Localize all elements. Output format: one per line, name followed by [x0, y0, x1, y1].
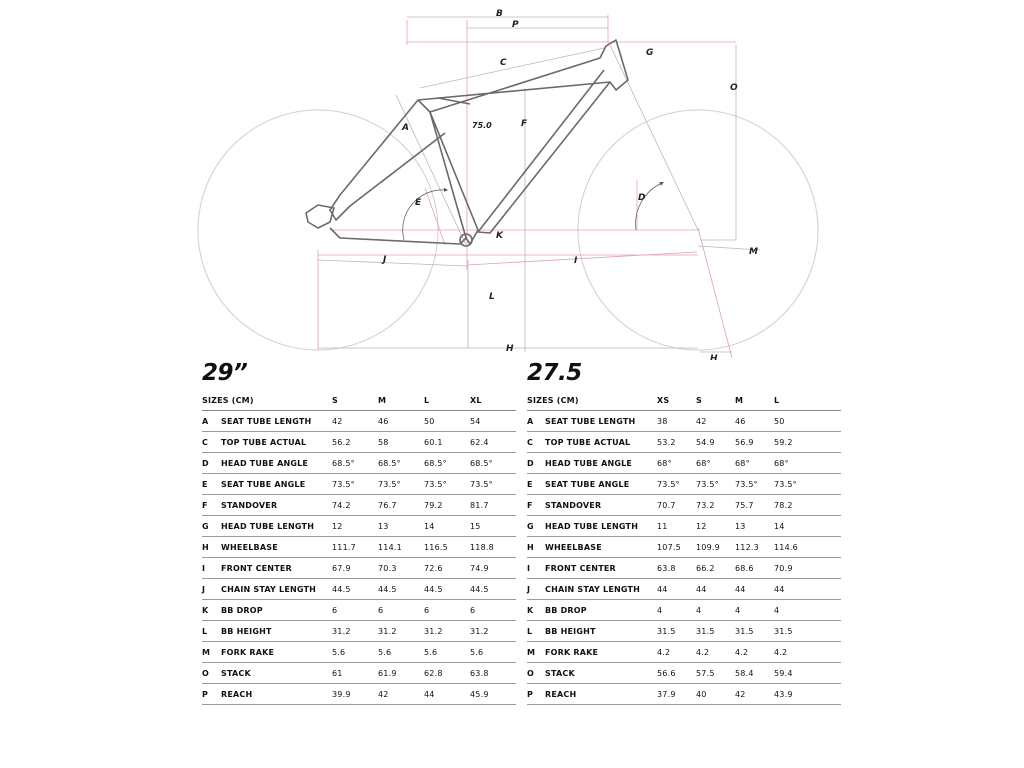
row-value: 114.1	[378, 542, 402, 552]
row-value: 68°	[774, 458, 789, 468]
row-value: 63.8	[657, 563, 676, 573]
row-letter: K	[202, 605, 209, 615]
row-value: 31.5	[774, 626, 793, 636]
row-value: 44	[774, 584, 785, 594]
row-letter: D	[202, 458, 209, 468]
row-measurement-name: BB DROP	[545, 605, 587, 615]
row-letter: D	[527, 458, 534, 468]
row-value: 68.5°	[424, 458, 447, 468]
row-value: 73.5°	[657, 479, 680, 489]
row-value: 6	[332, 605, 338, 615]
label-m: M	[749, 247, 758, 257]
row-value: 31.2	[470, 626, 489, 636]
row-value: 72.6	[424, 563, 443, 573]
row-value: 111.7	[332, 542, 356, 552]
row-measurement-name: BB DROP	[221, 605, 263, 615]
row-value: 58	[378, 437, 389, 447]
geometry-table-27-5	[527, 358, 841, 705]
label-l: L	[489, 292, 495, 302]
table-title: 27.5	[527, 360, 582, 386]
row-value: 68°	[735, 458, 750, 468]
size-col-4: XL	[470, 395, 482, 405]
row-value: 56.2	[332, 437, 351, 447]
row-value: 60.1	[424, 437, 443, 447]
row-value: 31.5	[735, 626, 754, 636]
row-value: 6	[470, 605, 476, 615]
row-measurement-name: CHAIN STAY LENGTH	[545, 584, 641, 594]
table-row	[202, 474, 516, 495]
row-value: 44	[657, 584, 668, 594]
row-letter: P	[527, 689, 534, 699]
row-value: 68°	[696, 458, 711, 468]
row-value: 59.4	[774, 668, 793, 678]
row-value: 53.2	[657, 437, 676, 447]
row-letter: L	[202, 626, 208, 636]
row-value: 73.5°	[424, 479, 447, 489]
table-row	[202, 684, 516, 705]
table-row	[202, 537, 516, 558]
row-measurement-name: TOP TUBE ACTUAL	[545, 437, 631, 447]
row-measurement-name: SEAT TUBE LENGTH	[545, 416, 636, 426]
row-value: 6	[424, 605, 430, 615]
table-row	[527, 537, 841, 558]
row-value: 4	[657, 605, 663, 615]
row-value: 12	[332, 521, 343, 531]
row-value: 38	[657, 416, 668, 426]
row-value: 14	[424, 521, 435, 531]
table-row	[202, 663, 516, 684]
row-measurement-name: HEAD TUBE ANGLE	[221, 458, 309, 468]
row-letter: M	[527, 647, 536, 657]
row-value: 68.6	[735, 563, 754, 573]
row-value: 73.5°	[378, 479, 401, 489]
row-measurement-name: STACK	[221, 668, 251, 678]
row-value: 107.5	[657, 542, 681, 552]
row-value: 44.5	[424, 584, 443, 594]
row-value: 44.5	[470, 584, 489, 594]
row-value: 73.5°	[735, 479, 758, 489]
row-value: 42	[735, 689, 746, 699]
row-measurement-name: SEAT TUBE ANGLE	[221, 479, 306, 489]
row-value: 4.2	[696, 647, 710, 657]
row-value: 4.2	[657, 647, 671, 657]
row-value: 31.2	[424, 626, 443, 636]
label-f: F	[521, 119, 528, 129]
row-value: 116.5	[424, 542, 448, 552]
row-value: 44	[735, 584, 746, 594]
label-h: H	[506, 344, 514, 354]
table-row	[527, 579, 841, 600]
row-measurement-name: BB HEIGHT	[221, 626, 272, 636]
row-value: 73.5°	[332, 479, 355, 489]
size-col-1: XS	[657, 395, 670, 405]
row-value: 46	[378, 416, 389, 426]
table-row	[527, 453, 841, 474]
row-value: 56.9	[735, 437, 754, 447]
size-col-1: S	[332, 395, 338, 405]
row-letter: P	[202, 689, 209, 699]
table-title: 29”	[202, 360, 248, 386]
row-value: 112.3	[735, 542, 759, 552]
row-value: 63.8	[470, 668, 489, 678]
row-measurement-name: STANDOVER	[545, 500, 602, 510]
row-value: 4.2	[735, 647, 749, 657]
row-measurement-name: HEAD TUBE ANGLE	[545, 458, 633, 468]
row-value: 62.8	[424, 668, 443, 678]
row-value: 5.6	[470, 647, 484, 657]
row-letter: G	[202, 521, 209, 531]
table-row	[202, 642, 516, 663]
label-o: O	[730, 83, 738, 93]
row-measurement-name: SEAT TUBE ANGLE	[545, 479, 630, 489]
table-row	[527, 432, 841, 453]
row-measurement-name: REACH	[221, 689, 253, 699]
row-value: 58.4	[735, 668, 754, 678]
row-value: 37.9	[657, 689, 676, 699]
row-value: 68.5°	[378, 458, 401, 468]
row-letter: C	[527, 437, 534, 447]
row-letter: G	[527, 521, 534, 531]
row-value: 54.9	[696, 437, 715, 447]
row-value: 31.2	[378, 626, 397, 636]
row-value: 14	[774, 521, 785, 531]
row-value: 42	[378, 689, 389, 699]
row-value: 13	[735, 521, 746, 531]
row-value: 5.6	[424, 647, 438, 657]
row-letter: I	[527, 563, 531, 573]
row-value: 68.5°	[332, 458, 355, 468]
row-measurement-name: FRONT CENTER	[545, 563, 616, 573]
row-measurement-name: SEAT TUBE LENGTH	[221, 416, 312, 426]
row-measurement-name: HEAD TUBE LENGTH	[545, 521, 639, 531]
row-value: 15	[470, 521, 481, 531]
row-value: 31.2	[332, 626, 351, 636]
row-value: 46	[735, 416, 746, 426]
table-row	[202, 600, 516, 621]
row-letter: E	[202, 479, 208, 489]
row-value: 5.6	[378, 647, 392, 657]
table-row	[202, 432, 516, 453]
row-measurement-name: STANDOVER	[221, 500, 278, 510]
row-value: 73.5°	[470, 479, 493, 489]
row-value: 59.2	[774, 437, 793, 447]
row-letter: E	[527, 479, 533, 489]
row-value: 6	[378, 605, 384, 615]
row-value: 57.5	[696, 668, 715, 678]
row-letter: A	[202, 416, 209, 426]
label-seat-angle: 75.0	[472, 121, 492, 130]
bike-geometry-diagram	[0, 0, 1024, 360]
label-b: B	[496, 9, 503, 19]
row-value: 45.9	[470, 689, 489, 699]
row-value: 44	[424, 689, 435, 699]
row-value: 39.9	[332, 689, 351, 699]
table-row	[202, 579, 516, 600]
size-col-4: L	[774, 395, 780, 405]
row-value: 67.9	[332, 563, 351, 573]
label-h-rake: H	[710, 354, 718, 360]
row-value: 109.9	[696, 542, 720, 552]
table-row	[202, 621, 516, 642]
row-value: 31.5	[696, 626, 715, 636]
row-letter: H	[202, 542, 209, 552]
row-letter: O	[202, 668, 210, 678]
row-value: 78.2	[774, 500, 793, 510]
table-row	[527, 684, 841, 705]
table-body	[527, 411, 841, 705]
row-value: 62.4	[470, 437, 489, 447]
table-row	[202, 558, 516, 579]
row-letter: F	[202, 500, 208, 510]
row-letter: C	[202, 437, 209, 447]
row-value: 31.5	[657, 626, 676, 636]
table-row	[527, 600, 841, 621]
row-value: 44.5	[378, 584, 397, 594]
table-row	[527, 474, 841, 495]
label-c: C	[500, 58, 507, 68]
table-header-row	[202, 390, 516, 411]
row-value: 68.5°	[470, 458, 493, 468]
row-value: 70.9	[774, 563, 793, 573]
row-measurement-name: WHEELBASE	[221, 542, 278, 552]
geometry-table-29	[202, 358, 516, 705]
row-value: 81.7	[470, 500, 489, 510]
construction-lines	[318, 17, 760, 352]
table-row	[527, 621, 841, 642]
table-row	[527, 516, 841, 537]
row-value: 44.5	[332, 584, 351, 594]
row-letter: K	[527, 605, 534, 615]
row-value: 11	[657, 521, 668, 531]
label-e: E	[415, 198, 422, 208]
row-value: 5.6	[332, 647, 346, 657]
row-letter: L	[527, 626, 533, 636]
row-value: 118.8	[470, 542, 494, 552]
size-col-2: M	[378, 395, 387, 405]
table-row	[527, 411, 841, 432]
row-value: 4.2	[774, 647, 788, 657]
row-measurement-name: FORK RAKE	[221, 647, 275, 657]
row-value: 50	[774, 416, 785, 426]
table-row	[202, 495, 516, 516]
row-value: 44	[696, 584, 707, 594]
size-col-3: L	[424, 395, 430, 405]
row-value: 42	[696, 416, 707, 426]
table-row	[202, 453, 516, 474]
sizes-label: SIZES (CM)	[527, 395, 579, 405]
label-a: A	[402, 123, 409, 133]
row-letter: I	[202, 563, 206, 573]
table-body	[202, 411, 516, 705]
row-value: 114.6	[774, 542, 798, 552]
row-value: 70.3	[378, 563, 397, 573]
row-value: 75.7	[735, 500, 754, 510]
row-letter: H	[527, 542, 534, 552]
row-value: 68°	[657, 458, 672, 468]
row-measurement-name: CHAIN STAY LENGTH	[221, 584, 317, 594]
table-row	[527, 495, 841, 516]
row-measurement-name: FRONT CENTER	[221, 563, 292, 573]
label-k: K	[496, 231, 503, 241]
row-measurement-name: REACH	[545, 689, 577, 699]
row-letter: J	[202, 584, 206, 594]
table-row	[527, 558, 841, 579]
row-letter: O	[527, 668, 535, 678]
row-value: 43.9	[774, 689, 793, 699]
label-g: G	[646, 48, 654, 58]
row-value: 74.9	[470, 563, 489, 573]
row-value: 61.9	[378, 668, 397, 678]
seat-angle-arc	[403, 190, 446, 240]
table-row	[202, 411, 516, 432]
label-i: I	[574, 256, 578, 266]
row-value: 73.5°	[774, 479, 797, 489]
row-letter: M	[202, 647, 211, 657]
row-value: 42	[332, 416, 343, 426]
row-value: 4	[735, 605, 741, 615]
row-value: 56.6	[657, 668, 676, 678]
row-letter: F	[527, 500, 533, 510]
head-angle-arc	[636, 183, 662, 230]
label-p: P	[512, 20, 519, 30]
row-value: 79.2	[424, 500, 443, 510]
row-value: 74.2	[332, 500, 351, 510]
row-measurement-name: BB HEIGHT	[545, 626, 596, 636]
table-row	[527, 642, 841, 663]
row-value: 4	[774, 605, 780, 615]
sizes-label: SIZES (CM)	[202, 395, 254, 405]
row-value: 50	[424, 416, 435, 426]
row-value: 13	[378, 521, 389, 531]
row-letter: J	[527, 584, 531, 594]
row-measurement-name: TOP TUBE ACTUAL	[221, 437, 307, 447]
table-row	[202, 516, 516, 537]
row-letter: A	[527, 416, 534, 426]
row-value: 70.7	[657, 500, 676, 510]
row-value: 54	[470, 416, 481, 426]
label-j: J	[383, 255, 387, 265]
row-value: 61	[332, 668, 343, 678]
table-header-row	[527, 390, 841, 411]
row-value: 4	[696, 605, 702, 615]
size-col-3: M	[735, 395, 744, 405]
row-measurement-name: WHEELBASE	[545, 542, 602, 552]
row-value: 12	[696, 521, 707, 531]
row-measurement-name: HEAD TUBE LENGTH	[221, 521, 315, 531]
row-value: 66.2	[696, 563, 715, 573]
row-value: 73.5°	[696, 479, 719, 489]
row-measurement-name: FORK RAKE	[545, 647, 599, 657]
label-d: D	[638, 193, 646, 203]
row-measurement-name: STACK	[545, 668, 575, 678]
row-value: 40	[696, 689, 707, 699]
size-col-2: S	[696, 395, 702, 405]
row-value: 73.2	[696, 500, 715, 510]
row-value: 76.7	[378, 500, 397, 510]
table-row	[527, 663, 841, 684]
